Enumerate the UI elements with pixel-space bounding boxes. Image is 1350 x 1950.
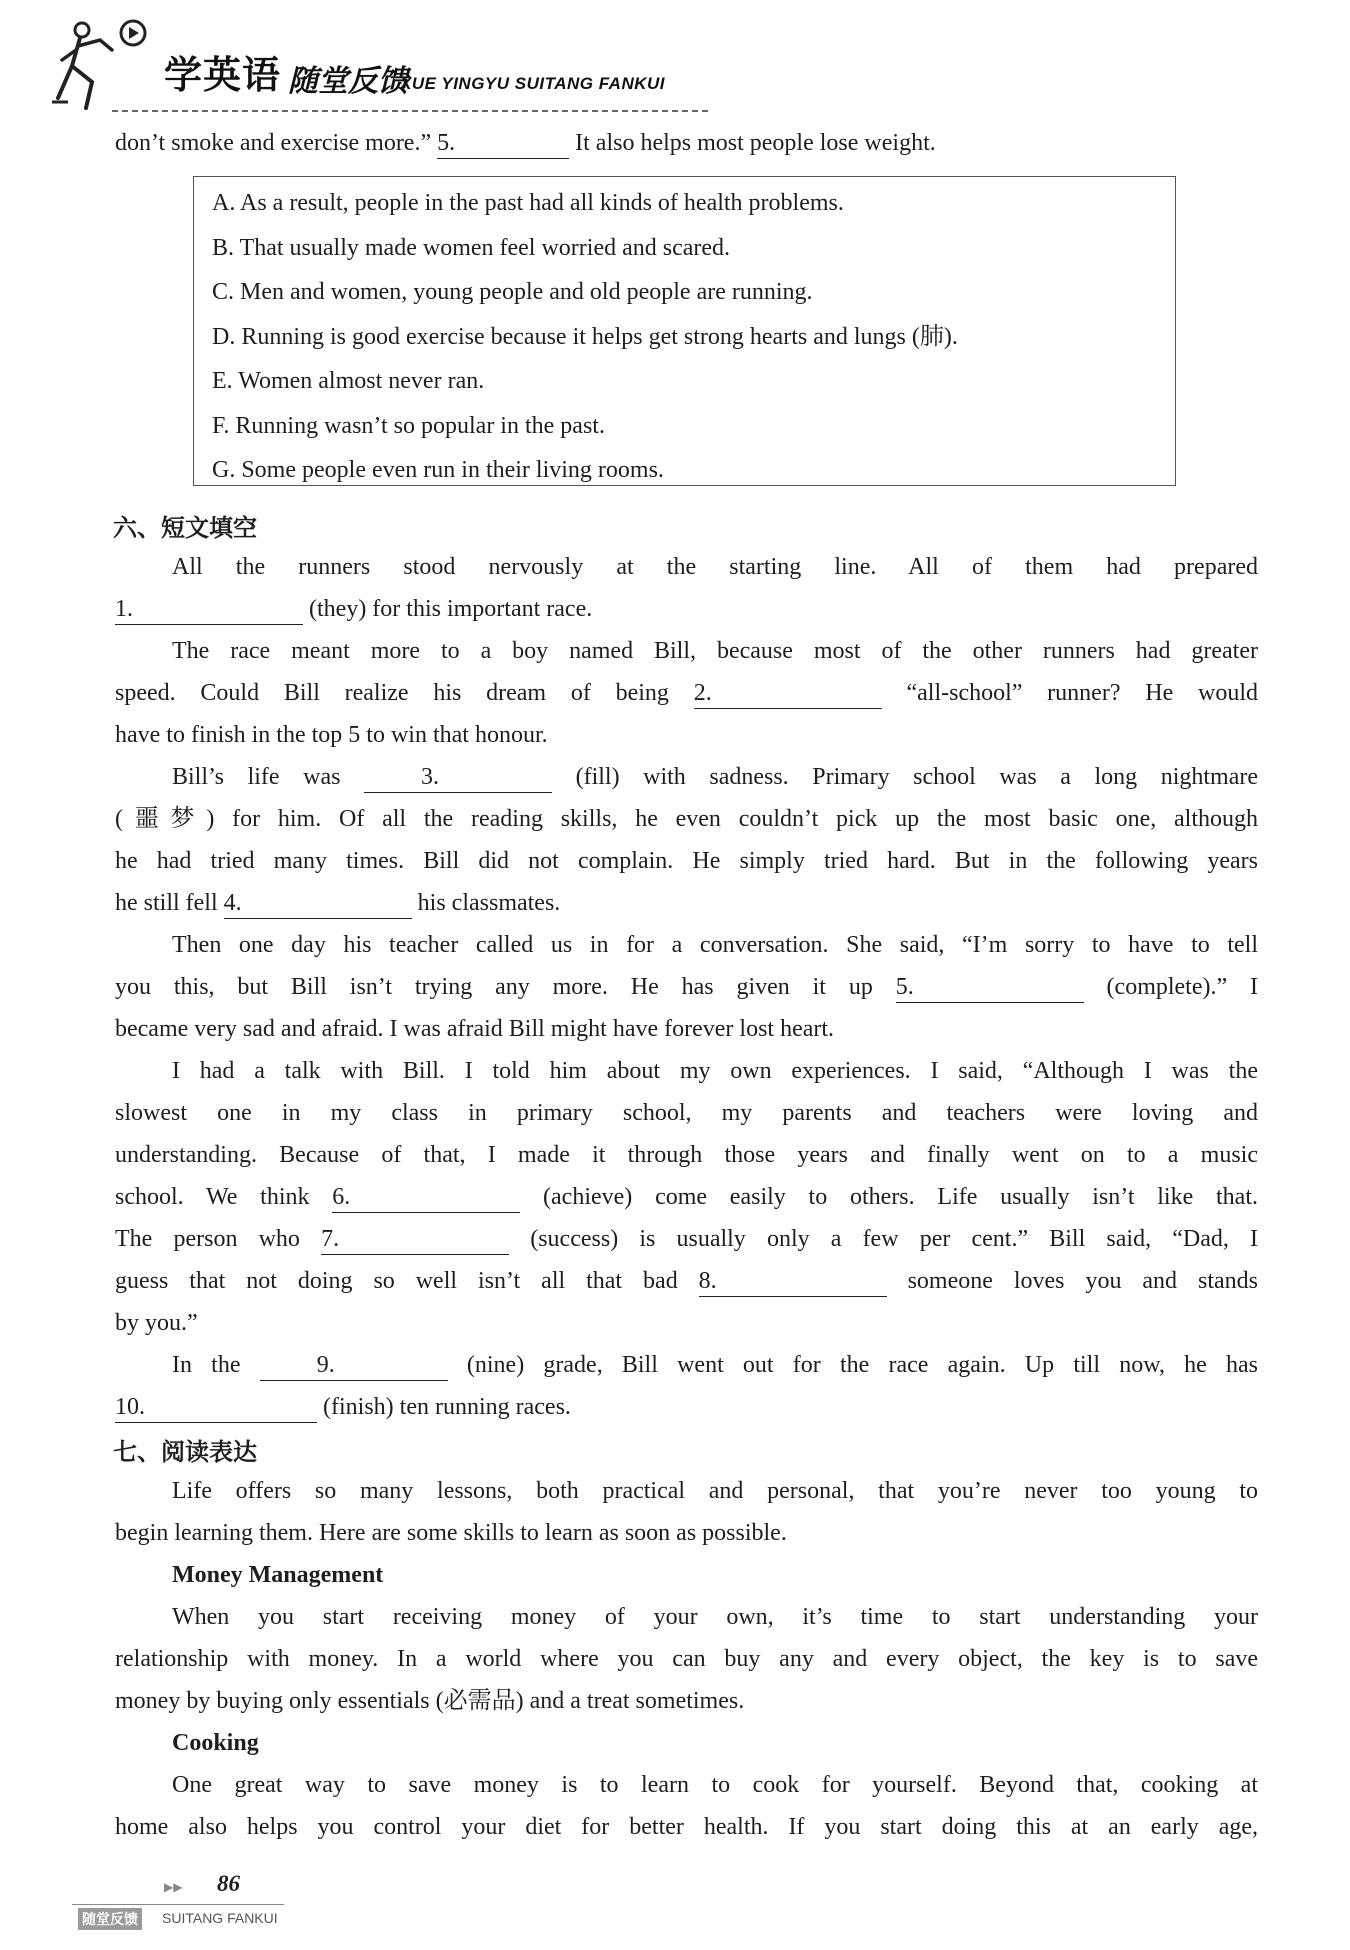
answer-blank-4[interactable]: 4. bbox=[224, 888, 412, 919]
footer-divider bbox=[72, 1904, 284, 1905]
option-c: C. Men and women, young people and old people are running. bbox=[212, 279, 813, 305]
header-subtitle: 随堂反馈 bbox=[288, 64, 408, 99]
subheading-money: Money Management bbox=[172, 1562, 384, 1588]
double-arrow-icon: ▶▶ bbox=[164, 1880, 183, 1894]
footer-label-en: SUITANG FANKUI bbox=[162, 1910, 278, 1926]
answer-blank-5[interactable]: 5. bbox=[437, 128, 569, 159]
answer-blank-3[interactable]: 3. bbox=[364, 762, 552, 793]
option-d: D. Running is good exercise because it helps get strong hearts and lungs (肺). bbox=[212, 323, 958, 350]
answer-blank-1[interactable]: 1. bbox=[115, 594, 303, 625]
section-7-body: Life offers so many lessons, both practical and personal, that you’re never too young to begin learning them. Here are some skills to learn as soon as possible. Money Management When you start receiving money of your own, it’s time to start understanding your relationship with money. In a world where you can buy any and every object, the key is to save money by buying only essentials (必需品) and a treat sometimes. Cooking One great way to save money is to learn to cook for yourself. Beyond that, cooking at home also helps you control your diet for better health. If you start doing this at an early age, bbox=[115, 1478, 1258, 1840]
answer-blank-8[interactable]: 8. bbox=[699, 1266, 887, 1297]
page-footer bbox=[72, 1866, 372, 1926]
option-e: E. Women almost never ran. bbox=[212, 368, 485, 394]
section-7-title: 七、阅读表达 bbox=[113, 1438, 257, 1466]
option-f: F. Running wasn’t so popular in the past. bbox=[212, 412, 605, 439]
page-number: 86 bbox=[217, 1871, 240, 1896]
answer-blank-9[interactable]: 9. bbox=[260, 1350, 448, 1381]
continuation-line: don’t smoke and exercise more.” 5. It also helps most people lose weight. bbox=[115, 122, 1258, 164]
answer-blank-6[interactable]: 6. bbox=[332, 1182, 520, 1213]
header-divider bbox=[112, 110, 708, 112]
footer-label-cn: 随堂反馈 bbox=[78, 1908, 142, 1930]
header-pinyin: XUE YINGYU SUITANG FANKUI bbox=[400, 74, 666, 93]
section-6-body: All the runners stood nervously at the starting line. All of them had prepared 1. (they) for this important race. The race meant more to a boy named Bill, because most of the other runners had greater speed. Could Bill realize his dream of being 2. “all-school” runner? He would have to finish in the top 5 to win that honour. Bill’s life was 3. (fill) with sadness. Primary school was a long nightmare (噩梦) for him. Of all the reading skills, he even couldn’t pick up the most basic one, although he had tried many times. Bill did not complain. He simply tried hard. But in the following years he still fell 4. his classmates. Then one day his teacher called us in for a conversation. She said, “I’m sorry to have to tell you this, but Bill isn’t trying any more. He has given it up 5. (complete).” I became very sad and afraid. I was afraid Bill might have forever lost heart. I had a talk with Bill. I told him about my own experiences. I said, “Although I was the slowest one in my class in primary school, my parents and teachers were loving and understanding. Because of that, I made it through those years and finally went on to a music school. We think 6. (achieve) come easily to others. Life usually isn’t like that. The person who 7. (success) is usually only a few per cent.” Bill said, “Dad, I guess that not doing so well isn’t all that bad 8. someone loves you and stands by you.” In the 9. (nine) grade, Bill went out for the race again. Up till now, he has 10. (finish) ten running races. bbox=[115, 546, 1258, 1428]
answer-blank-7[interactable]: 7. bbox=[321, 1224, 509, 1255]
option-g: G. Some people even run in their living rooms. bbox=[212, 457, 664, 483]
answer-blank-10[interactable]: 10. bbox=[115, 1392, 317, 1423]
header-title: 学英语 bbox=[164, 53, 282, 97]
play-icon bbox=[118, 18, 148, 48]
option-a: A. As a result, people in the past had all kinds of health problems. bbox=[212, 190, 844, 216]
options-box bbox=[193, 176, 1176, 486]
answer-blank-5b[interactable]: 5. bbox=[896, 972, 1084, 1003]
subheading-cooking: Cooking bbox=[172, 1730, 259, 1756]
answer-blank-2[interactable]: 2. bbox=[694, 678, 882, 709]
page-header bbox=[52, 14, 1342, 114]
option-b: B. That usually made women feel worried and scared. bbox=[212, 234, 731, 261]
section-6-title: 六、短文填空 bbox=[113, 514, 257, 542]
